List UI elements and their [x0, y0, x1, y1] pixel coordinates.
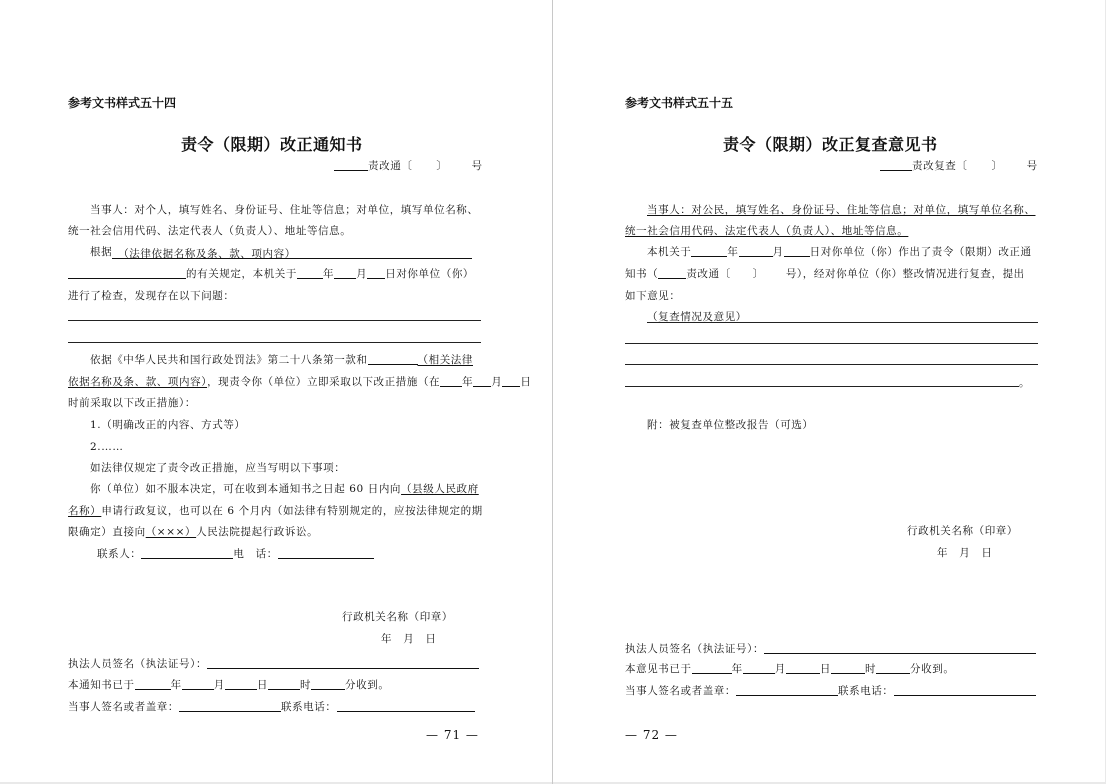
received-hour-blank[interactable] [268, 678, 300, 690]
officer-sign-blank[interactable] [207, 657, 479, 669]
officer-sign-label: 执法人员签名（执法证号）： [625, 643, 765, 655]
basis-placeholder: （法律依据名称及条、款、项内容） [118, 248, 296, 260]
measure-item-2: 2.…… [90, 441, 124, 453]
law-placeholder-cont: 依据名称及条、款、项内容） [68, 376, 208, 388]
officer-sign-line [625, 642, 1036, 656]
doc-number [880, 159, 1038, 173]
gov-placeholder-cont: 名称） [68, 505, 102, 517]
received-day-blank[interactable] [225, 678, 257, 690]
review-text: 日对你单位（你）作出了责令（限期）改正通 [809, 246, 1032, 258]
bracket-close: 〕 [991, 160, 1003, 172]
order-line-2 [68, 375, 532, 389]
page-number: — 71 — [426, 728, 479, 742]
document-title: 责令（限期）改正通知书 [181, 135, 363, 154]
bracket-open: 〔 [956, 160, 968, 172]
form-header: 参考文书样式五十四 [68, 96, 177, 110]
basis-blank[interactable] [112, 247, 472, 259]
hour-label: 时 [299, 679, 312, 691]
received-label: 本通知书已于 [68, 679, 135, 691]
minute-label: 分收到。 [910, 663, 955, 675]
day-label: 日 [256, 679, 268, 691]
received-line [68, 678, 389, 692]
law-blank[interactable] [368, 353, 418, 365]
contact-line [97, 547, 374, 561]
seal-date: 年 月 日 [937, 547, 993, 559]
month-label: 月 [772, 246, 784, 258]
basis-continuation-blank[interactable] [68, 267, 186, 279]
doc-type: 责改通 [368, 160, 402, 172]
measure-item-1: 1.（明确改正的内容、方式等） [90, 419, 246, 431]
contact-label: 联系人： [97, 548, 142, 560]
received-minute-blank[interactable] [876, 662, 910, 674]
year-blank[interactable] [691, 245, 727, 257]
opinion-line[interactable] [625, 386, 1019, 387]
order-text: 依据《中华人民共和国行政处罚法》第二十八条第一款和 [90, 354, 368, 366]
review-text: 号），经对你单位（你）整改情况进行复查，提出 [785, 268, 1025, 280]
officer-sign-label: 执法人员签名（执法证号）： [68, 658, 208, 670]
basis-line [90, 245, 472, 259]
contact-blank[interactable] [141, 547, 233, 559]
page-number: — 72 — [625, 728, 678, 742]
month-label: 月 [213, 679, 225, 691]
bracket-close: 〕 [752, 268, 764, 280]
review-text: 本机关于 [647, 246, 692, 258]
phone-label: 电 话： [233, 548, 278, 560]
problem-line[interactable] [68, 342, 481, 343]
month-blank[interactable] [473, 375, 491, 387]
received-year-blank[interactable] [692, 662, 732, 674]
agency-seal: 行政机关名称（印章） [342, 611, 453, 623]
doc-prefix-blank [880, 159, 912, 171]
opinion-line[interactable] [647, 322, 1038, 323]
year-label: 年 [170, 679, 182, 691]
year-label: 年 [323, 268, 335, 280]
party-sign-blank[interactable] [736, 684, 838, 696]
bracket-close: 〕 [436, 160, 448, 172]
year-label: 年 [731, 663, 743, 675]
party-sign-label: 当事人签名或者盖章： [625, 685, 736, 697]
notice-prefix-blank[interactable] [658, 267, 686, 279]
gov-placeholder: （县级人民政府 [401, 483, 479, 495]
problem-line[interactable] [68, 320, 481, 321]
month-label: 月 [774, 663, 786, 675]
appeal-text: 人民法院提起行政诉讼。 [196, 526, 319, 538]
if-law-note: 如法律仅规定了责令改正措施，应当写明以下事项： [90, 462, 346, 474]
party-line-2: 统一社会信用代码、法定代表人（负责人）、地址等信息。 [625, 225, 909, 237]
appeal-line-3 [68, 525, 318, 539]
page-71 [0, 0, 552, 782]
doc-number-suffix: 号 [1026, 160, 1038, 172]
year-blank[interactable] [297, 267, 323, 279]
received-month-blank[interactable] [743, 662, 775, 674]
hour-label: 时 [864, 663, 877, 675]
party-phone-label: 联系电话： [281, 701, 337, 713]
received-day-blank[interactable] [786, 662, 820, 674]
day-blank[interactable] [502, 375, 520, 387]
day-label: 日对你单位（你） [385, 268, 475, 280]
party-phone-label: 联系电话： [838, 685, 894, 697]
received-year-blank[interactable] [135, 678, 171, 690]
seal-date: 年 月 日 [381, 633, 437, 645]
agency-seal: 行政机关名称（印章） [907, 525, 1018, 537]
document-title: 责令（限期）改正复查意见书 [723, 135, 938, 154]
party-sign-line [68, 700, 475, 714]
party-line-2: 统一社会信用代码、法定代表人（负责人）、地址等信息。 [68, 225, 352, 237]
appeal-text: 申请行政复议，也可以在 6 个月内（如法律有特别规定的，应按法律规定的期 [101, 505, 483, 517]
form-header: 参考文书样式五十五 [625, 96, 734, 110]
party-label: 当事人： [90, 204, 135, 216]
attachment-note: 附：被复查单位整改报告（可选） [647, 419, 814, 431]
day-blank[interactable] [784, 245, 810, 257]
party-phone-blank[interactable] [894, 684, 1036, 696]
received-hour-blank[interactable] [831, 662, 865, 674]
bracket-open: 〔 [401, 160, 413, 172]
received-month-blank[interactable] [182, 678, 214, 690]
month-blank[interactable] [739, 245, 773, 257]
received-minute-blank[interactable] [311, 678, 345, 690]
page-72 [553, 0, 1105, 782]
party-phone-blank[interactable] [337, 700, 475, 712]
law-placeholder: （相关法律 [417, 354, 473, 366]
appeal-line-2 [68, 504, 483, 518]
year-label: 年 [462, 376, 474, 388]
doc-prefix-blank [334, 159, 368, 171]
review-text: 责改通〔 [686, 268, 731, 280]
opinion-line[interactable] [625, 343, 1038, 344]
order-line-3: 时前采取以下改正措施）： [68, 397, 196, 409]
review-line-2 [625, 267, 1025, 281]
check-text: 的有关规定，本机关于 [186, 268, 297, 280]
party-line-1 [90, 203, 479, 217]
month-blank[interactable] [334, 267, 356, 279]
review-line-1 [647, 245, 1032, 259]
appeal-line-1 [90, 482, 479, 496]
doc-type: 责改复查 [912, 160, 957, 172]
check-line-2: 进行了检查，发现存在以下问题： [68, 290, 235, 302]
year-blank[interactable] [440, 375, 462, 387]
party-sign-blank[interactable] [179, 700, 281, 712]
year-label: 年 [727, 246, 739, 258]
court-placeholder: （×××） [145, 526, 197, 538]
basis-prefix: 根据 [90, 246, 113, 258]
review-text: 知书（ [625, 268, 659, 280]
opinion-period: 。 [1019, 377, 1031, 389]
party-sign-line [625, 684, 1036, 698]
party-line-1: 当事人：对公民，填写姓名、身份证号、住址等信息；对单位，填写单位名称、 [647, 204, 1036, 216]
opinion-placeholder: （复查情况及意见） [647, 311, 747, 323]
appeal-text: 限确定）直接向 [68, 526, 146, 538]
phone-blank[interactable] [278, 547, 374, 559]
received-line [625, 662, 954, 676]
officer-sign-line [68, 657, 479, 671]
month-label: 月 [491, 376, 503, 388]
minute-label: 分收到。 [345, 679, 390, 691]
month-label: 月 [356, 268, 368, 280]
day-blank[interactable] [367, 267, 385, 279]
review-line-3: 如下意见： [625, 290, 681, 302]
doc-number-suffix: 号 [471, 160, 483, 172]
opinion-line[interactable] [625, 364, 1038, 365]
appeal-text: 你（单位）如不服本决定，可在收到本通知书之日起 60 日内向 [90, 483, 402, 495]
check-line-1 [68, 267, 474, 281]
party-sign-label: 当事人签名或者盖章： [68, 701, 179, 713]
received-label: 本意见书已于 [625, 663, 692, 675]
party-instruction: 对个人，填写姓名、身份证号、住址等信息；对单位，填写单位名称、 [134, 204, 479, 216]
day-label: 日 [819, 663, 831, 675]
day-label: 日 [520, 376, 532, 388]
order-line-1 [90, 353, 473, 367]
order-text: ，现责令你（单位）立即采取以下改正措施（在 [207, 376, 441, 388]
doc-number [334, 159, 483, 173]
officer-sign-blank[interactable] [764, 642, 1036, 654]
